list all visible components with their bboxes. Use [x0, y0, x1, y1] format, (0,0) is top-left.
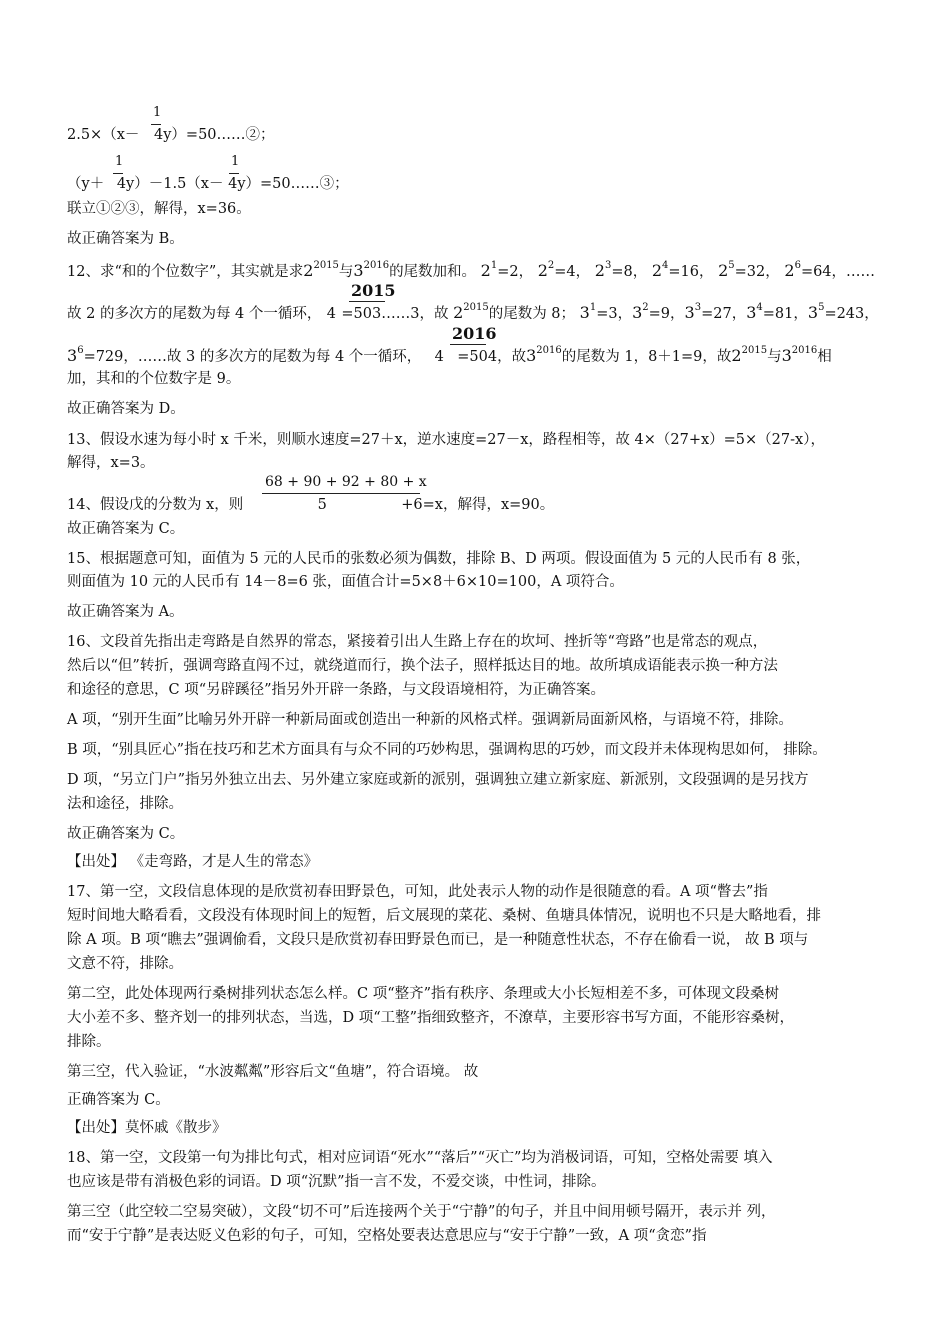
q12-line-3	[67, 346, 832, 369]
q17-line-1: 17、第一空，文段信息体现的是欣赏初春田野景色，可知，此处表示人物的动作是很随意的看。A 项“瞥去”指	[67, 884, 768, 900]
power-exponent: 2016	[791, 345, 818, 356]
q17-line-6: 大小差不多、整齐划一的排列状态，当选，D 项“工整”指细致整齐，不潦草，主要形容书写方面，不能形容桑树，	[67, 1010, 795, 1026]
power-exponent: 1	[490, 260, 498, 271]
fraction-numerator: 1	[115, 154, 124, 169]
q13-line-2: 解得，x=3。	[67, 455, 155, 471]
text-line: 联立①②③，解得，x=36。	[67, 201, 251, 217]
text: y）=50……③；	[237, 176, 349, 192]
fraction-denominator: 4	[434, 349, 444, 365]
power-exponent: 2016	[363, 260, 390, 271]
text: 故 2 的多次方的尾数为每 4 个一循环，	[67, 306, 322, 322]
fraction-numerator: 1	[231, 154, 240, 169]
text: =32，	[734, 264, 780, 280]
power-exponent: 6	[794, 260, 801, 271]
fraction-numerator: 2015	[351, 281, 396, 300]
q16-line-3: 和途径的意思，C 项“另辟蹊径”指另外开辟一条路，与文段语境相符，为正确答案。	[67, 682, 606, 698]
q16-option-d-1: D 项，“另立门户”指另外独立出去、另外建立家庭或新的派别，强调独立建立新家庭、新派别，文段强调的是另找方	[67, 772, 809, 788]
power-base: 2	[651, 261, 662, 280]
text: =504，故	[457, 349, 527, 365]
text: （y＋	[67, 176, 109, 192]
power-exponent: 2	[547, 260, 555, 271]
q18-line-3: 第三空（此空较二空易突破），文段“切不可”后连接两个关于“宁静”的句子，并且中间用顿号隔开，表示并 列，	[67, 1204, 776, 1220]
q15-line-2: 则面值为 10 元的人民币有 14－8=6 张，面值合计=5×8＋6×10=100，A 项符合。	[67, 574, 624, 590]
text: 相	[817, 349, 832, 365]
power-base: 2	[303, 261, 314, 280]
power-base: 2	[731, 346, 742, 365]
source-line: 【出处】莫怀戚《散步》	[67, 1120, 227, 1136]
power-base: 2	[537, 261, 548, 280]
power-exponent: 2016	[536, 345, 562, 356]
q17-line-2: 短时间地大略看看，文段没有体现时间上的短暂，后文展现的菜花、桑树、鱼塘具体情况，说明也不只是大略地看，排	[67, 908, 821, 924]
fraction-bar	[450, 344, 486, 345]
answer-line: 故正确答案为 C。	[67, 826, 185, 842]
text: =3，	[596, 306, 633, 322]
text: 2.5×（x－	[67, 127, 144, 143]
answer-line: 正确答案为 C。	[67, 1092, 170, 1108]
q12-line-2	[67, 303, 879, 326]
q17-line-7: 排除。	[67, 1034, 111, 1050]
power-base: 3	[781, 346, 792, 365]
power-exponent: 2015	[463, 302, 489, 313]
equation-2	[67, 125, 275, 145]
fraction-bar	[229, 173, 239, 174]
q14-line-1	[67, 495, 554, 515]
q15-line-1: 15、根据题意可知，面值为 5 元的人民币的张数必须为偶数，排除 B、D 两项。假设面值为 5 元的人民币有 8 张，	[67, 551, 811, 567]
fraction-numerator: 2016	[452, 324, 497, 343]
power-base: 2	[594, 261, 605, 280]
q17-line-3: 除 A 项。B 项“瞧去”强调偷看，文段只是欣赏初春田野景色而已，是一种随意性状态，不存在偷看一说， 故 B 项与	[67, 932, 809, 948]
q18-line-4: 而“安于宁静”是表达贬义色彩的句子，可知，空格处要表达意思应与“安于宁静”一致，A 项“贪恋”指	[67, 1228, 707, 1244]
text: 与	[338, 264, 354, 280]
power-exponent: 5	[818, 302, 825, 313]
power-exponent: 1	[589, 302, 597, 313]
text: =4，	[554, 264, 591, 280]
text: =16，	[668, 264, 714, 280]
fraction-numerator: 68 + 90 + 92 + 80 + x	[265, 474, 427, 490]
power-base: 3	[746, 303, 757, 322]
power-exponent: 5	[728, 260, 735, 271]
q18-line-2: 也应该是带有消极色彩的词语。D 项“沉默”指一言不发，不爱交谈，中性词，排除。	[67, 1174, 606, 1190]
text: 的尾数为 1，8＋1=9，故	[561, 349, 732, 365]
text: =2，	[497, 264, 534, 280]
power-exponent: 4	[662, 260, 669, 271]
power-base: 3	[579, 303, 590, 322]
text: 12、求“和的个位数字”，其实就是求	[67, 264, 304, 280]
text: 的尾数加和。	[389, 264, 477, 280]
text: =503……3，故	[341, 306, 454, 322]
text: =64，……	[800, 264, 876, 280]
fraction-bar	[151, 124, 161, 125]
fraction-bar	[113, 173, 123, 174]
fraction-denominator: 5	[317, 497, 327, 513]
q17-line-4: 文意不符，排除。	[67, 956, 183, 972]
text: 的尾数为 8；	[488, 306, 576, 322]
power-base: 3	[67, 346, 78, 365]
power-base: 2	[784, 261, 795, 280]
power-exponent: 3	[694, 302, 702, 313]
power-base: 3	[684, 303, 695, 322]
q18-line-1: 18、第一空，文段第一句为排比句式，相对应词语“死水”“落后”“灭亡”均为消极词语，可知，空格处需要 填入	[67, 1150, 773, 1166]
fraction-denominator: 4	[228, 176, 238, 192]
text: =729，……故 3 的多次方的尾数为每 4 个一循环，	[83, 349, 422, 365]
power-exponent: 6	[77, 345, 84, 356]
q17-line-8: 第三空，代入验证，“水波粼粼”形容后文“鱼塘”，符合语境。 故	[67, 1064, 479, 1080]
q16-line-1: 16、文段首先指出走弯路是自然界的常态，紧接着引出人生路上存在的坎坷、挫折等“弯路”也是常态的观点，	[67, 634, 768, 650]
power-exponent: 4	[756, 302, 763, 313]
power-base: 3	[526, 346, 537, 365]
q16-option-a: A 项，“别开生面”比喻另外开辟一种新局面或创造出一种新的风格式样。强调新局面新风格，与语境不符，排除。	[67, 712, 793, 728]
fraction-numerator: 1	[153, 105, 162, 120]
text: =243，	[824, 306, 879, 322]
text: =27，	[701, 306, 747, 322]
power-exponent: 2015	[313, 260, 339, 271]
power-exponent: 2	[642, 302, 649, 313]
power-base: 3	[807, 303, 819, 322]
answer-line: 故正确答案为 C。	[67, 521, 185, 537]
fraction-denominator: 4	[116, 176, 127, 192]
power-base: 3	[353, 261, 364, 280]
fraction-denominator: 4	[326, 306, 336, 322]
answer-line: 故正确答案为 D。	[67, 401, 185, 417]
power-exponent: 3	[604, 260, 612, 271]
text: +6=x，解得，x=90。	[401, 497, 555, 513]
power-exponent: 2015	[741, 345, 768, 356]
q16-option-b: B 项，“别具匠心”指在技巧和艺术方面具有与众不同的巧妙构思，强调构思的巧妙，而文段并未体现构思如何， 排除。	[67, 742, 827, 758]
power-base: 2	[453, 303, 464, 322]
fraction-bar	[349, 301, 385, 302]
q17-line-5: 第二空，此处体现两行桑树排列状态怎么样。C 项“整齐”指有秩序、条理或大小长短相差不多，可体现文段桑树	[67, 986, 780, 1002]
q13-line-1: 13、假设水速为每小时 x 千米，则顺水速度=27＋x，逆水速度=27－x，路程相等，故 4×（27+x）=5×（27-x），	[67, 432, 825, 448]
answer-line: 故正确答案为 A。	[67, 604, 184, 620]
power-base: 2	[480, 261, 491, 280]
q16-option-d-2: 法和途径，排除。	[67, 796, 183, 812]
text: 与	[767, 349, 782, 365]
text: =8，	[611, 264, 648, 280]
fraction-bar	[262, 493, 420, 494]
power-base: 3	[632, 303, 643, 322]
power-base: 2	[718, 261, 729, 280]
q12-line-1	[67, 261, 875, 284]
text: 14、假设戊的分数为 x，则	[67, 497, 244, 513]
q12-line-4: 加，其和的个位数字是 9。	[67, 371, 241, 387]
text: y）=50……②；	[163, 127, 275, 143]
text: y）－1.5（x－	[126, 176, 229, 192]
fraction-denominator: 4	[154, 127, 164, 143]
answer-line: 故正确答案为 B。	[67, 231, 184, 247]
source-line: 【出处】 《走弯路，才是人生的常态》	[67, 854, 319, 870]
text: =9，	[648, 306, 685, 322]
q16-line-2: 然后以“但”转折，强调弯路直闯不过，就绕道而行，换个法子，照样抵达目的地。故所填成语能表示换一种方法	[67, 658, 778, 674]
text: =81，	[762, 306, 808, 322]
equation-3	[67, 174, 349, 194]
